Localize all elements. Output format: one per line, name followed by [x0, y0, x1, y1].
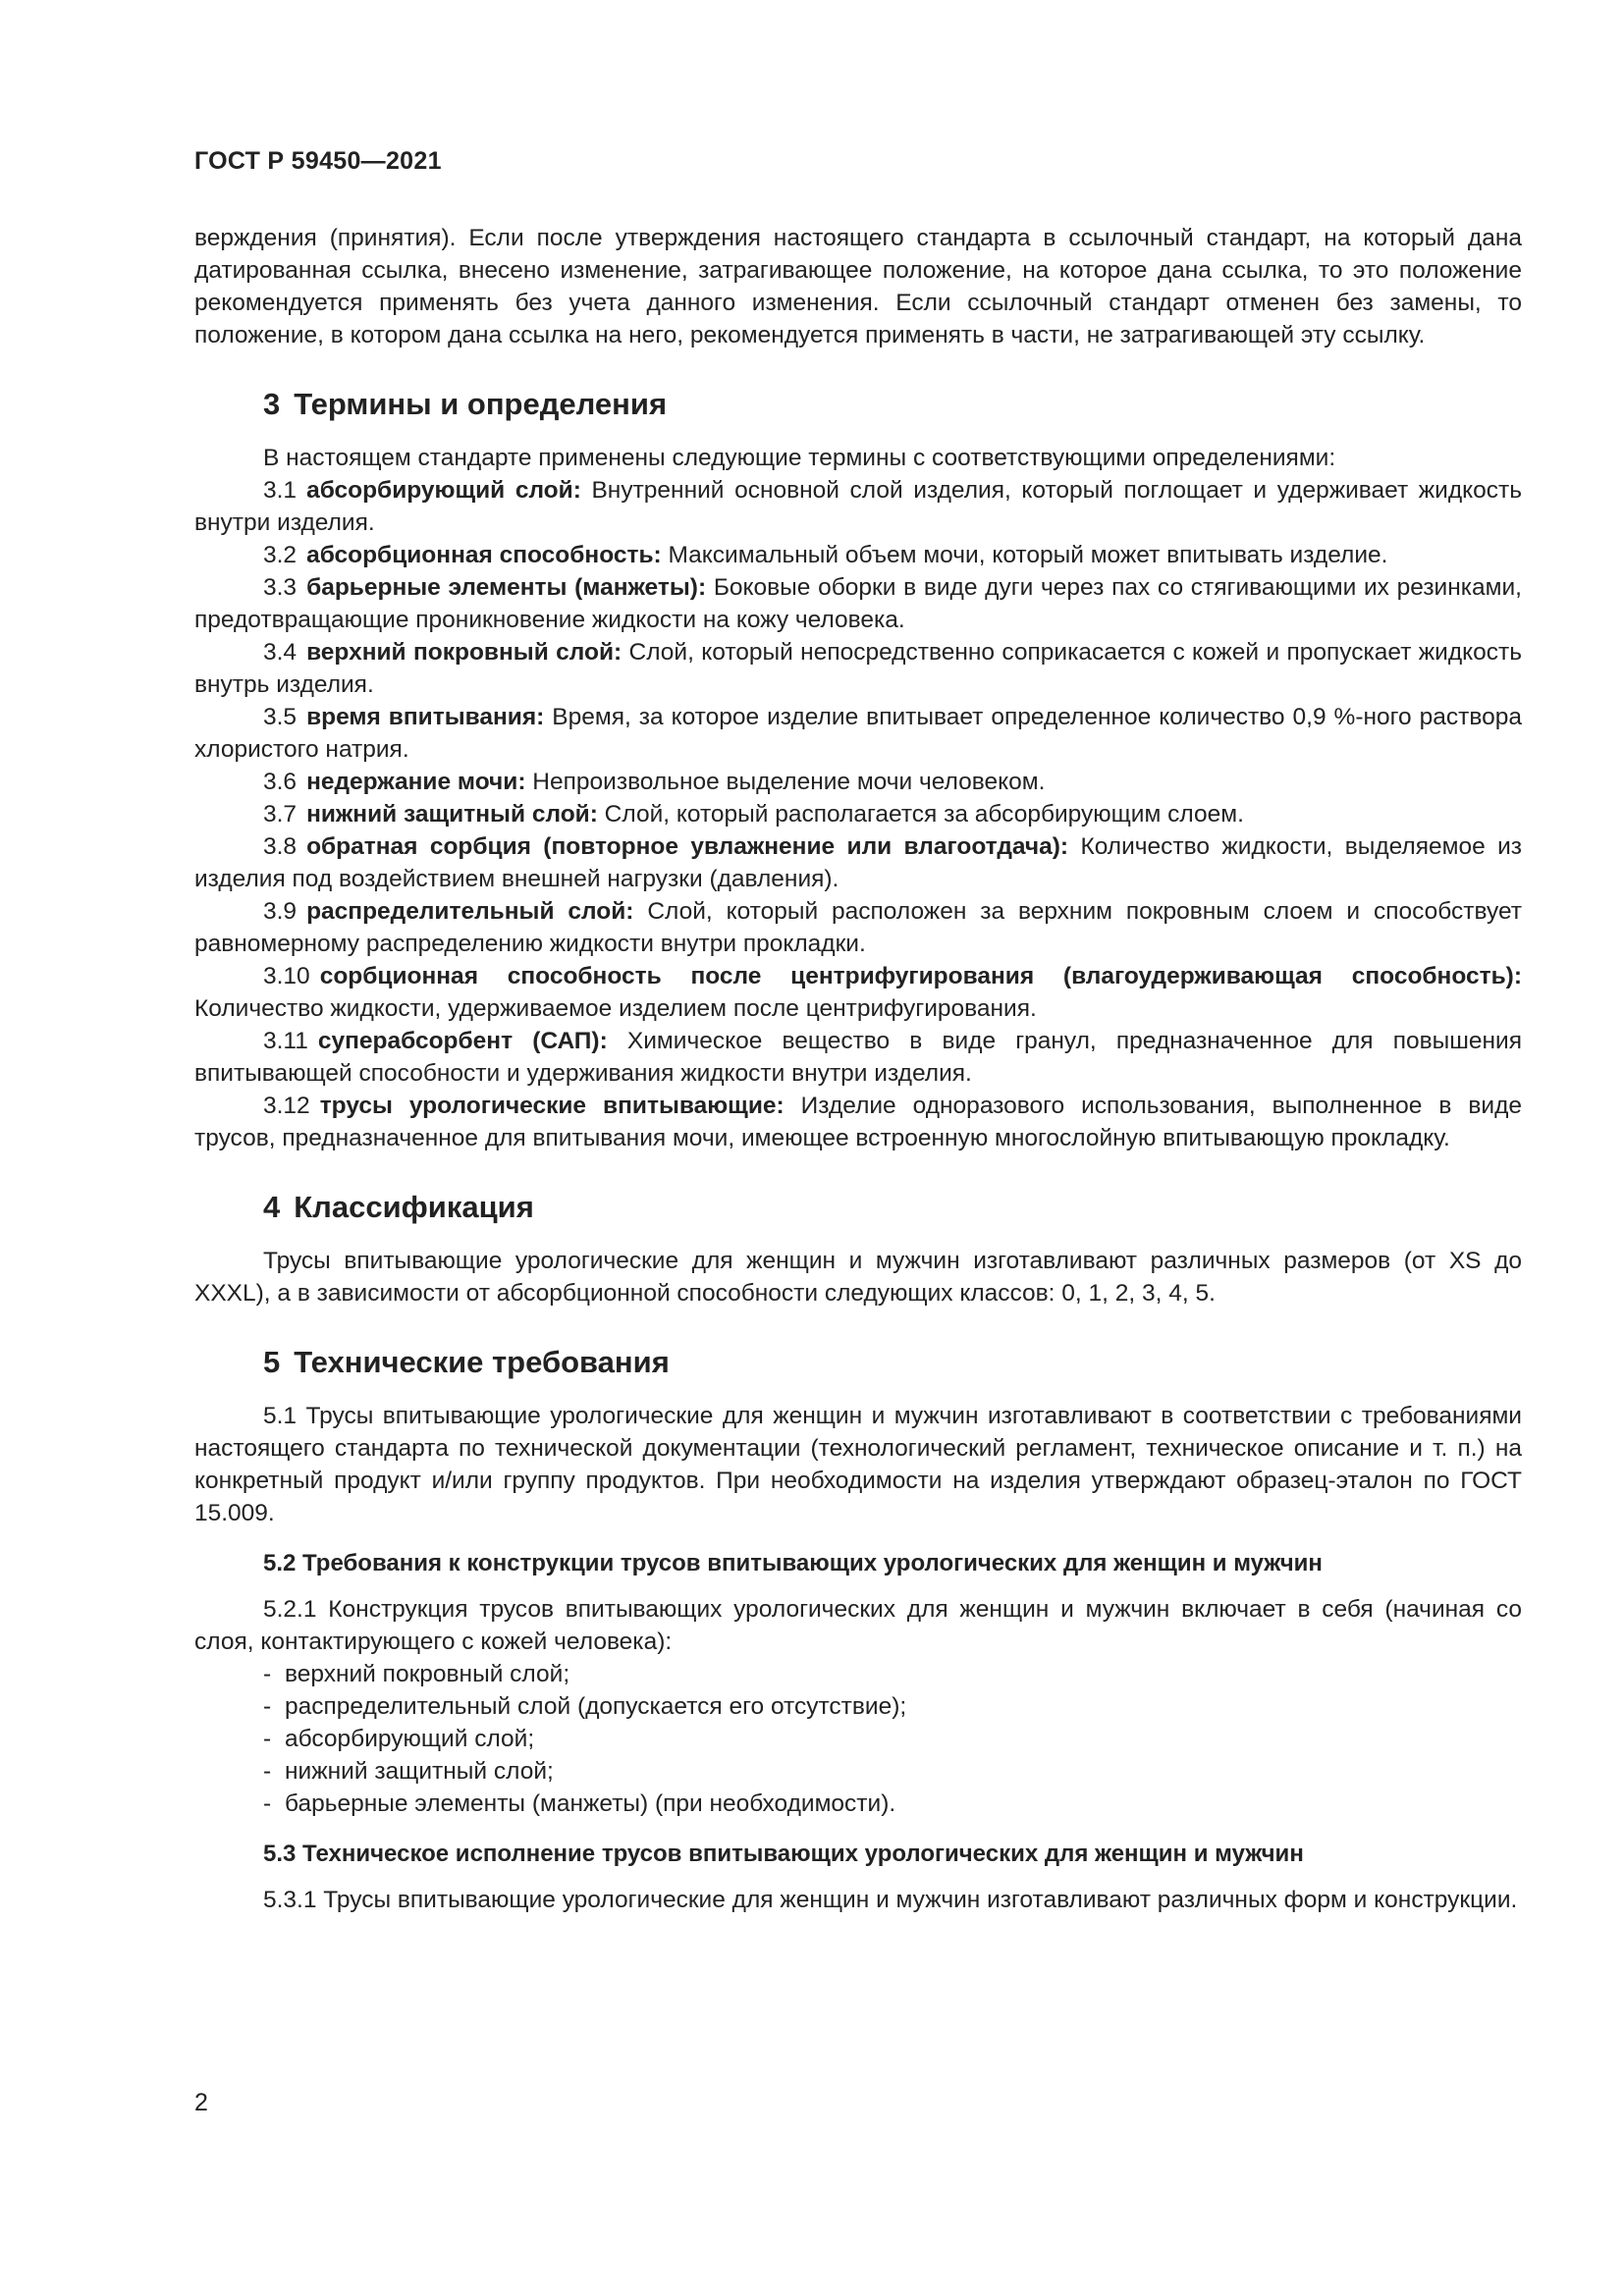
term-number: 3.4 — [263, 639, 298, 666]
section-5-number: 5 — [263, 1345, 281, 1379]
term-definition — [194, 798, 1522, 830]
layers-list — [194, 1658, 1522, 1820]
term-number: 3.2 — [263, 542, 298, 568]
term-text: Непроизвольное выделение мочи человеком. — [525, 769, 1046, 795]
term-text: Количество жидкости, удерживаемое изделием после центрифугирования. — [194, 995, 1037, 1022]
term-definition — [194, 539, 1522, 571]
list-item-text: абсорбирующий слой; — [285, 1726, 535, 1752]
term-name: недержание мочи: — [306, 769, 526, 795]
list-item-text: распределительный слой (допускается его отсутствие); — [285, 1693, 907, 1720]
term-number: 3.10 — [263, 963, 310, 989]
term-number: 3.5 — [263, 704, 298, 730]
section-3-number: 3 — [263, 387, 281, 421]
term-definition — [194, 474, 1522, 539]
section-3-title: Термины и определения — [294, 387, 668, 421]
list-dash: - — [263, 1693, 272, 1720]
term-definition — [194, 960, 1522, 1025]
list-dash: - — [263, 1790, 272, 1817]
subsection-5-3-heading: 5.3 Техническое исполнение трусов впитывающих урологических для женщин и мужчин — [263, 1841, 1304, 1867]
section-3-intro: В настоящем стандарте применены следующие термины с соответствующими определениями: — [263, 445, 1336, 471]
term-text: Слой, который расположен за верхним покровным слоем и способствует равномерному распределению жидкости внутри прокладки. — [194, 898, 1522, 957]
term-definition — [194, 1090, 1522, 1154]
section-4-text: Трусы впитывающие урологические для женщин и мужчин изготавливают различных размеров (от XS до XXXL), а в зависимости от абсорбционной способности следующих классов: 0, 1, 2, 3, 4, 5. — [194, 1248, 1522, 1307]
list-item — [194, 1788, 1522, 1820]
list-dash: - — [263, 1726, 272, 1752]
list-item-text: верхний покровный слой; — [285, 1661, 570, 1687]
section-3-heading — [263, 385, 1522, 424]
section-5-heading — [263, 1343, 1522, 1382]
term-text: Количество жидкости, выделяемое из изделия под воздействием внешней нагрузки (давления). — [194, 833, 1522, 892]
list-dash: - — [263, 1661, 272, 1687]
section-5-title: Технические требования — [294, 1345, 670, 1379]
term-number: 3.8 — [263, 833, 298, 860]
term-name: абсорбирующий слой: — [306, 477, 581, 504]
list-item-text: барьерные элементы (манжеты) (при необходимости). — [285, 1790, 896, 1817]
term-name: барьерные элементы (манжеты): — [306, 574, 707, 601]
list-item — [194, 1690, 1522, 1723]
term-number: 3.9 — [263, 898, 298, 925]
term-definition — [194, 830, 1522, 895]
term-definition — [194, 701, 1522, 766]
term-name: верхний покровный слой: — [306, 639, 623, 666]
term-number: 3.6 — [263, 769, 298, 795]
term-text: Боковые оборки в виде дуги через пах со стягивающими их резинками, предотвращающие проникновение жидкости на кожу человека. — [194, 574, 1522, 633]
list-item-text: нижний защитный слой; — [285, 1758, 554, 1785]
term-text: Внутренний основной слой изделия, который поглощает и удерживает жидкость внутри изделия. — [194, 477, 1522, 536]
term-name: распределительный слой: — [306, 898, 634, 925]
term-text: Слой, который непосредственно соприкасается с кожей и пропускает жидкость внутрь изделия. — [194, 639, 1522, 698]
term-definition — [194, 1025, 1522, 1090]
term-number: 3.12 — [263, 1093, 310, 1119]
term-name: сорбционная способность после центрифугирования (влагоудерживающая способность): — [319, 963, 1522, 989]
term-name: трусы урологические впитывающие: — [319, 1093, 785, 1119]
term-number: 3.7 — [263, 801, 298, 828]
term-definition — [194, 766, 1522, 798]
term-name: нижний защитный слой: — [306, 801, 598, 828]
term-text: Химическое вещество в виде гранул, предназначенное для повышения впитывающей способности и удерживания жидкости внутри изделия. — [194, 1028, 1522, 1087]
term-definition — [194, 571, 1522, 636]
term-number: 3.3 — [263, 574, 298, 601]
clause-5-1: 5.1 Трусы впитывающие урологические для женщин и мужчин изготавливают в соответствии с требованиями настоящего стандарта по технической документации (технологический регламент, техническое описание и т. п.) на конкретный продукт и/или группу продуктов. При необходимости на изделия утверждают образец-эталон по ГОСТ 15.009. — [194, 1403, 1522, 1526]
list-item — [194, 1658, 1522, 1690]
terms-list — [194, 474, 1522, 1154]
section-4-heading — [263, 1188, 1522, 1227]
term-text: Изделие одноразового использования, выполненное в виде трусов, предназначенное для впитывания мочи, имеющее встроенную многослойную впитывающую прокладку. — [194, 1093, 1522, 1151]
section-4-number: 4 — [263, 1190, 281, 1224]
section-4-title: Классификация — [294, 1190, 534, 1224]
term-text: Время, за которое изделие впитывает определенное количество 0,9 %-ного раствора хлористого натрия. — [194, 704, 1522, 763]
running-header-doc-code: ГОСТ Р 59450—2021 — [194, 147, 442, 175]
list-item — [194, 1755, 1522, 1788]
list-dash: - — [263, 1758, 272, 1785]
term-name: абсорбционная способность: — [306, 542, 662, 568]
term-definition — [194, 895, 1522, 960]
subsection-5-2-heading: 5.2 Требования к конструкции трусов впитывающих урологических для женщин и мужчин — [263, 1550, 1323, 1576]
term-text: Максимальный объем мочи, который может впитывать изделие. — [661, 542, 1388, 568]
document-page — [194, 0, 1522, 2296]
page-number: 2 — [194, 2089, 208, 2116]
term-number: 3.11 — [263, 1028, 308, 1054]
term-definition — [194, 636, 1522, 701]
term-name: суперабсорбент (САП): — [317, 1028, 608, 1054]
intro-paragraph: верждения (принятия). Если после утверждения настоящего стандарта в ссылочный стандарт, на который дана датированная ссылка, внесено изменение, затрагивающее положение, на которое дана ссылка, то это положение рекомендуется применять без учета данного изменения. Если ссылочный стандарт отменен без замены, то положение, в котором дана ссылка на него, рекомендуется применять в части, не затрагивающей эту ссылку. — [194, 225, 1522, 348]
term-name: время впитывания: — [306, 704, 545, 730]
page-content — [194, 222, 1522, 1916]
clause-5-3-1: 5.3.1 Трусы впитывающие урологические для женщин и мужчин изготавливают различных форм и конструкции. — [263, 1887, 1518, 1913]
term-name: обратная сорбция (повторное увлажнение или влагоотдача): — [306, 833, 1069, 860]
term-number: 3.1 — [263, 477, 298, 504]
clause-5-2-1: 5.2.1 Конструкция трусов впитывающих урологических для женщин и мужчин включает в себя (начиная со слоя, контактирующего с кожей человека): — [194, 1596, 1522, 1655]
list-item — [194, 1723, 1522, 1755]
term-text: Слой, который располагается за абсорбирующим слоем. — [597, 801, 1244, 828]
